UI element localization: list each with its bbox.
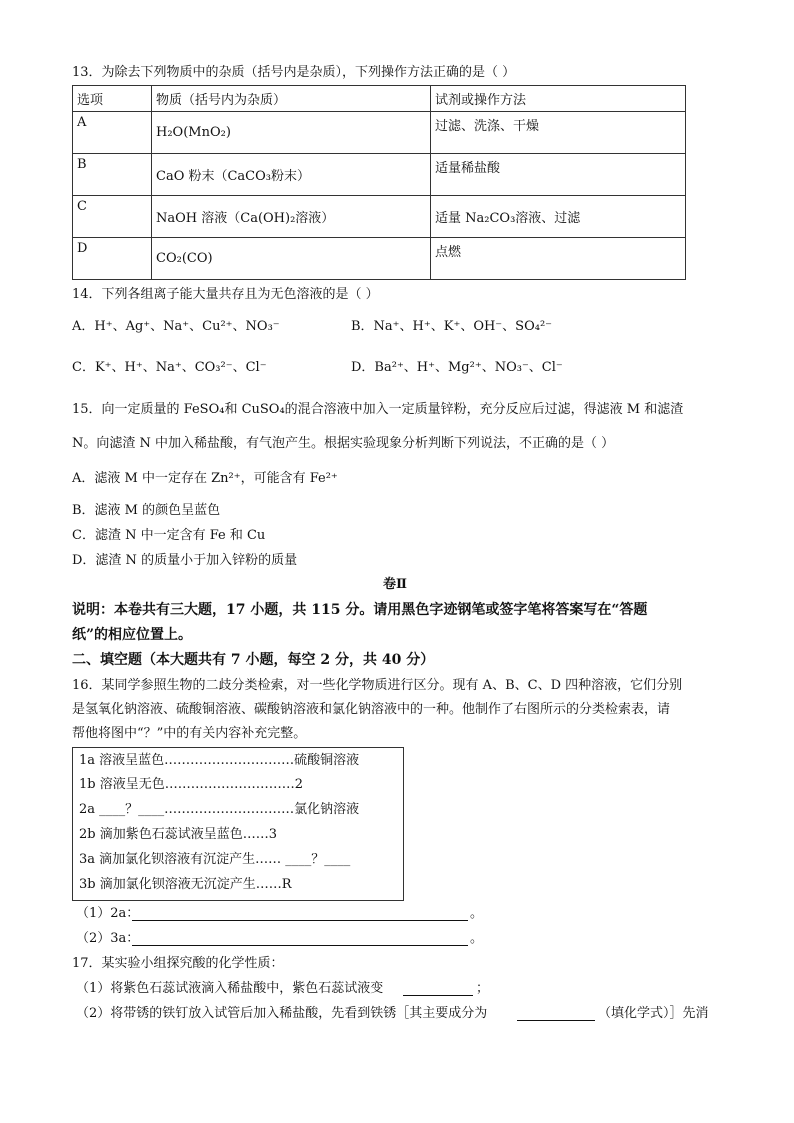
q13-stem: 13．为除去下列物质中的杂质（括号内是杂质），下列操作方法正确的是（ ） <box>72 65 516 80</box>
q13-table <box>72 85 686 280</box>
q16-stem-line1: 16．某同学参照生物的二歧分类检索，对一些化学物质进行区分。现有 A、B、C、D 四种溶液，它们分别 <box>72 678 683 693</box>
q16-answer1-label: （1）2a： <box>76 906 140 921</box>
q16-answer1-end: 。 <box>470 906 484 921</box>
section-heading: 二、填空题（本大题共有 7 小题，每空 2 分，共 40 分） <box>72 652 435 668</box>
q17-part1-blank[interactable] <box>403 995 473 996</box>
key-2b: 2b 滴加紫色石蕊试液呈蓝色……3 <box>79 827 277 842</box>
dichotomous-key-box <box>72 747 404 901</box>
q13-row-d-substance: CO₂(CO) <box>152 238 431 280</box>
q13-row-a-substance: H₂O(MnO₂) <box>152 112 431 154</box>
q13-row-c-method: 适量 Na₂CO₃溶液、过滤 <box>431 196 686 238</box>
q15-option-a: A．滤液 M 中一定存在 Zn²⁺，可能含有 Fe²⁺ <box>72 471 338 486</box>
q16-answer2-blank[interactable] <box>132 945 468 946</box>
q14-option-c: C．K⁺、H⁺、Na⁺、CO₃²⁻、Cl⁻ <box>72 360 267 375</box>
q15-option-b: B．滤液 M 的颜色呈蓝色 <box>72 503 221 518</box>
q13-row-d-method: 点燃 <box>431 238 686 280</box>
q13-row-c-option: C <box>73 196 152 238</box>
key-3a: 3a 滴加氯化钡溶液有沉淀产生…… ____？____ <box>79 852 351 867</box>
key-1a: 1a 溶液呈蓝色…………………………硫酸铜溶液 <box>79 753 360 768</box>
q16-answer1-blank[interactable] <box>132 920 468 921</box>
q15-option-d: D．滤渣 N 的质量小于加入锌粉的质量 <box>72 553 298 568</box>
q17-part2-blank[interactable] <box>517 1020 595 1021</box>
key-2a: 2a ____？____…………………………氯化钠溶液 <box>79 802 360 817</box>
q15-stem-line2: N。向滤渣 N 中加入稀盐酸，有气泡产生。根据实验现象分析判断下列说法，不正确的是（ ） <box>72 436 615 451</box>
part2-title: 卷Ⅱ <box>383 577 407 592</box>
q13-header-method: 试剂或操作方法 <box>431 86 686 112</box>
q17-part2-end: （填化学式）］先消 <box>598 1006 709 1021</box>
q13-row-a-option: A <box>73 112 152 154</box>
q16-answer2-label: （2）3a： <box>76 931 140 946</box>
q14-option-d: D．Ba²⁺、H⁺、Mg²⁺、NO₃⁻、Cl⁻ <box>351 360 563 375</box>
q16-answer2-end: 。 <box>470 931 484 946</box>
q17-part1-end: ； <box>476 981 490 996</box>
q14-option-b: B．Na⁺、H⁺、K⁺、OH⁻、SO₄²⁻ <box>351 319 553 334</box>
q16-stem-line3: 帮他将图中“？”中的有关内容补充完整。 <box>72 726 307 741</box>
q16-stem-line2: 是氢氧化钠溶液、硫酸铜溶液、碳酸钠溶液和氯化钠溶液中的一种。他制作了右图所示的分类检索表，请 <box>72 702 671 717</box>
q14-option-a: A．H⁺、Ag⁺、Na⁺、Cu²⁺、NO₃⁻ <box>72 319 280 334</box>
q13-row-c-substance: NaOH 溶液（Ca(OH)₂溶液） <box>152 196 431 238</box>
q13-header-substance: 物质（括号内为杂质） <box>152 86 431 112</box>
q13-header-option: 选项 <box>73 86 152 112</box>
key-3b: 3b 滴加氯化钡溶液无沉淀产生……R <box>79 877 292 892</box>
q17-part2: （2）将带锈的铁钉放入试管后加入稀盐酸，先看到铁锈［其主要成分为 <box>76 1006 488 1021</box>
q13-row-b-option: B <box>73 154 152 196</box>
q13-row-d-option: D <box>73 238 152 280</box>
q17-stem: 17．某实验小组探究酸的化学性质： <box>72 956 284 971</box>
key-1b: 1b 溶液呈无色…………………………2 <box>79 777 303 792</box>
q13-row-b-substance: CaO 粉末（CaCO₃粉末） <box>152 154 431 196</box>
q15-stem-line1: 15．向一定质量的 FeSO₄和 CuSO₄的混合溶液中加入一定质量锌粉，充分反应后过滤，得滤液 M 和滤渣 <box>72 402 684 417</box>
q17-part1: （1）将紫色石蕊试液滴入稀盐酸中，紫色石蕊试液变 <box>76 981 384 996</box>
q13-row-b-method: 适量稀盐酸 <box>431 154 686 196</box>
part2-note-line2: 纸”的相应位置上。 <box>72 627 193 643</box>
q15-option-c: C．滤渣 N 中一定含有 Fe 和 Cu <box>72 528 266 543</box>
q14-stem: 14．下列各组离子能大量共存且为无色溶液的是（ ） <box>72 287 379 302</box>
q13-row-a-method: 过滤、洗涤、干燥 <box>431 112 686 154</box>
part2-note-line1: 说明：本卷共有三大题，17 小题，共 115 分。请用黑色字迹钢笔或签字笔将答案写在“答题 <box>72 602 648 618</box>
